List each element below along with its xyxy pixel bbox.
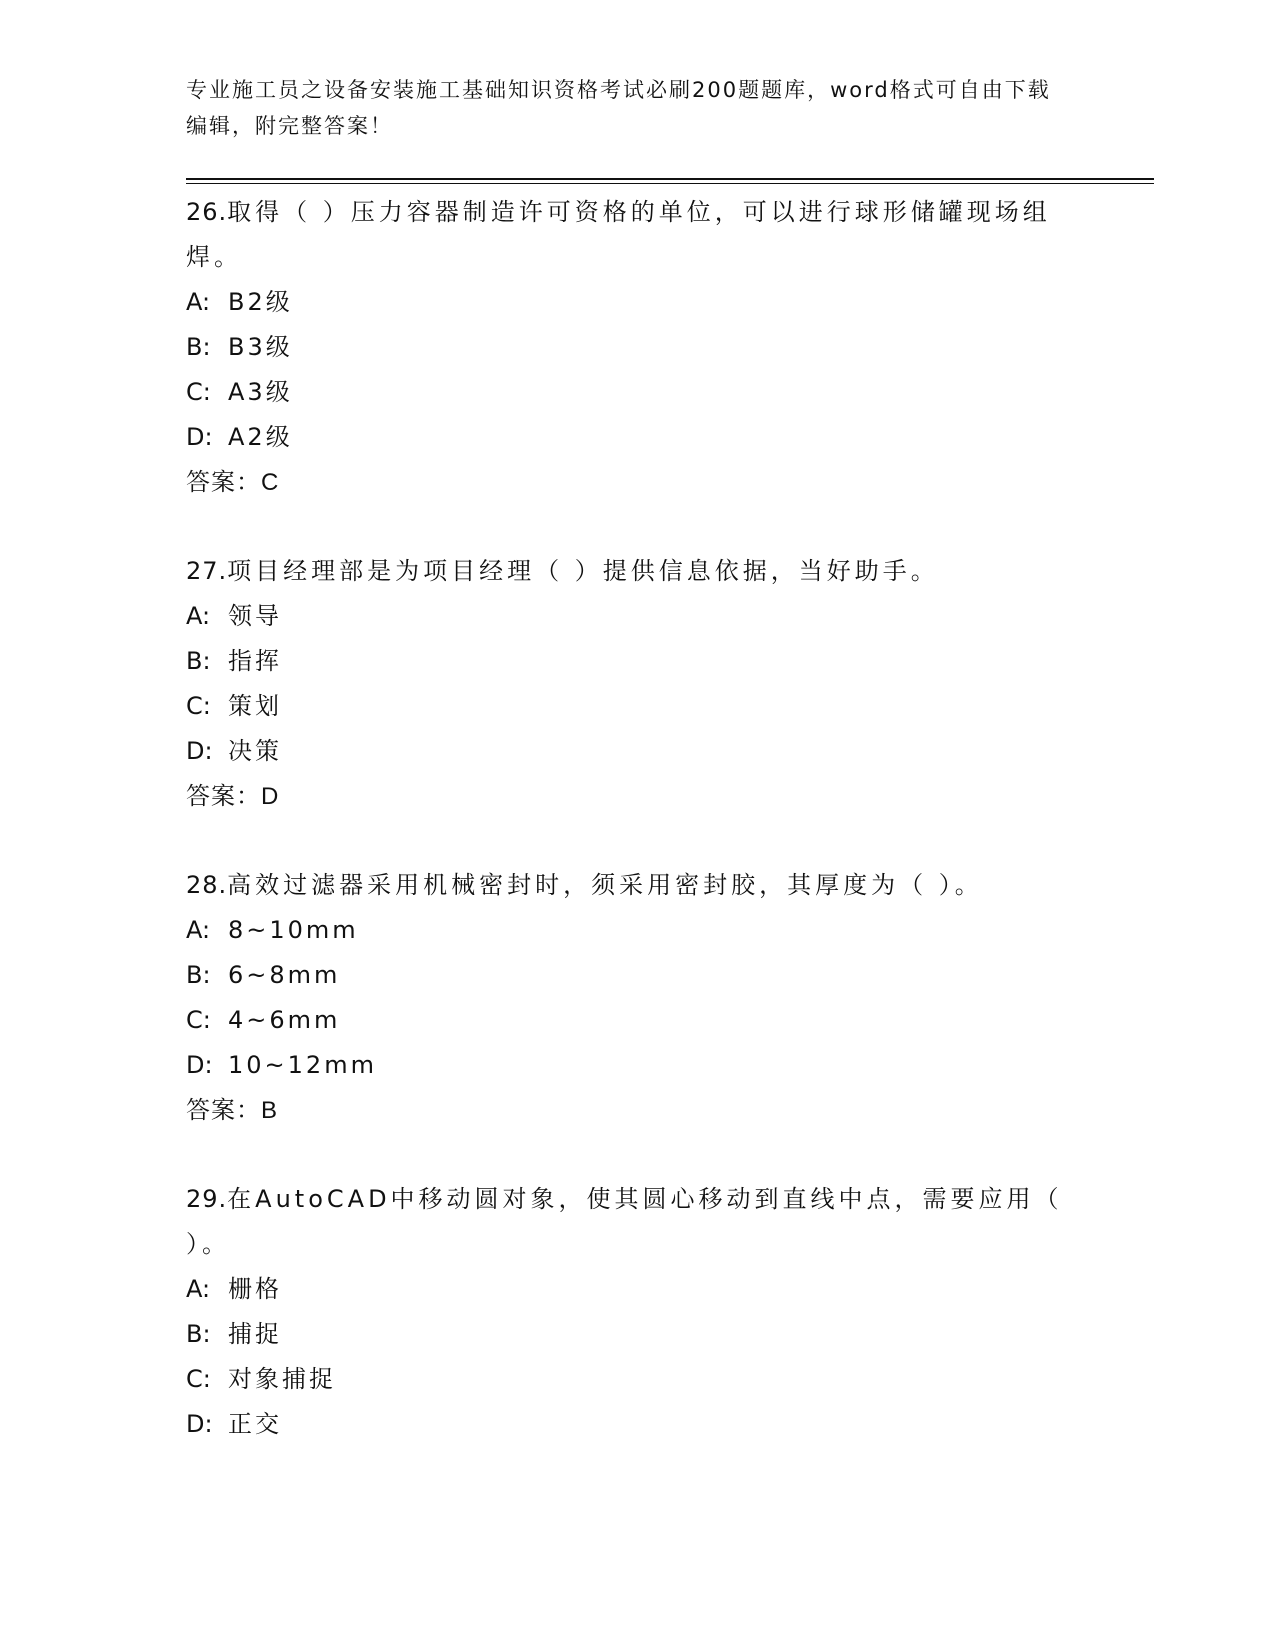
option-c — [186, 1357, 1066, 1402]
answer-line: 答案：B — [186, 1097, 279, 1124]
question-text: 高效过滤器采用机械密封时，须采用密封胶，其厚度为（ ）。 — [227, 871, 983, 899]
question-number: 28. — [186, 871, 228, 899]
option-d — [186, 1402, 1066, 1447]
option-letter: D: — [186, 423, 213, 451]
option-text: A2级 — [228, 423, 293, 451]
option-text: B3级 — [228, 333, 293, 361]
option-text: 6~8mm — [228, 961, 341, 989]
option-letter: C: — [186, 1365, 211, 1393]
option-c — [186, 998, 1066, 1043]
option-a — [186, 1267, 1066, 1312]
option-letter: A: — [186, 1275, 211, 1303]
option-b — [186, 1312, 1066, 1357]
option-text: 决策 — [228, 737, 282, 765]
option-letter: C: — [186, 378, 211, 406]
option-text: 栅格 — [228, 1275, 282, 1303]
option-letter: C: — [186, 692, 211, 720]
question-stem — [186, 190, 1066, 280]
question-text: 项目经理部是为项目经理（ ）提供信息依据，当好助手。 — [227, 557, 939, 585]
option-text: 正交 — [228, 1410, 282, 1438]
option-a — [186, 908, 1066, 953]
option-c — [186, 684, 1066, 729]
option-text: A3级 — [228, 378, 293, 406]
option-text: 领导 — [228, 602, 282, 630]
option-letter: D: — [186, 737, 213, 765]
option-text: 捕捉 — [228, 1320, 282, 1348]
option-letter: A: — [186, 916, 211, 944]
question-stem — [186, 863, 1066, 908]
option-d — [186, 415, 1066, 460]
option-d — [186, 729, 1066, 774]
option-a — [186, 594, 1066, 639]
option-letter: B: — [186, 1320, 211, 1348]
question-29 — [186, 1177, 1066, 1447]
option-letter: D: — [186, 1410, 213, 1438]
option-letter: A: — [186, 288, 211, 316]
option-letter: D: — [186, 1051, 213, 1079]
question-28 — [186, 863, 1066, 1133]
option-c — [186, 370, 1066, 415]
question-number: 26. — [186, 198, 228, 226]
option-text: B2级 — [228, 288, 293, 316]
option-b — [186, 325, 1066, 370]
question-26 — [186, 190, 1066, 505]
question-27 — [186, 549, 1066, 819]
answer-line: 答案：C — [186, 469, 280, 496]
header-divider-thick — [186, 178, 1154, 180]
question-stem — [186, 549, 1066, 594]
option-text: 4~6mm — [228, 1006, 341, 1034]
option-letter: A: — [186, 602, 211, 630]
question-number: 27. — [186, 557, 228, 585]
question-list — [186, 190, 1066, 1491]
option-text: 对象捕捉 — [228, 1365, 336, 1393]
option-text: 策划 — [228, 692, 282, 720]
option-letter: B: — [186, 647, 211, 675]
option-letter: C: — [186, 1006, 211, 1034]
option-b — [186, 639, 1066, 684]
question-number: 29. — [186, 1185, 228, 1213]
option-text: 指挥 — [228, 647, 282, 675]
option-letter: B: — [186, 961, 211, 989]
option-d — [186, 1043, 1066, 1088]
answer-line: 答案：D — [186, 783, 280, 810]
question-stem — [186, 1177, 1066, 1267]
document-header: 专业施工员之设备安装施工基础知识资格考试必刷200题题库，word格式可自由下载编辑，附完整答案！ — [186, 78, 1051, 138]
option-letter: B: — [186, 333, 211, 361]
option-a — [186, 280, 1066, 325]
option-b — [186, 953, 1066, 998]
option-text: 10~12mm — [228, 1051, 377, 1079]
option-text: 8~10mm — [228, 916, 359, 944]
question-text: 在AutoCAD中移动圆对象，使其圆心移动到直线中点，需要应用（ ）。 — [186, 1185, 1063, 1258]
question-text: 取得（ ）压力容器制造许可资格的单位，可以进行球形储罐现场组焊。 — [186, 198, 1051, 271]
header-divider-thin — [186, 183, 1154, 184]
